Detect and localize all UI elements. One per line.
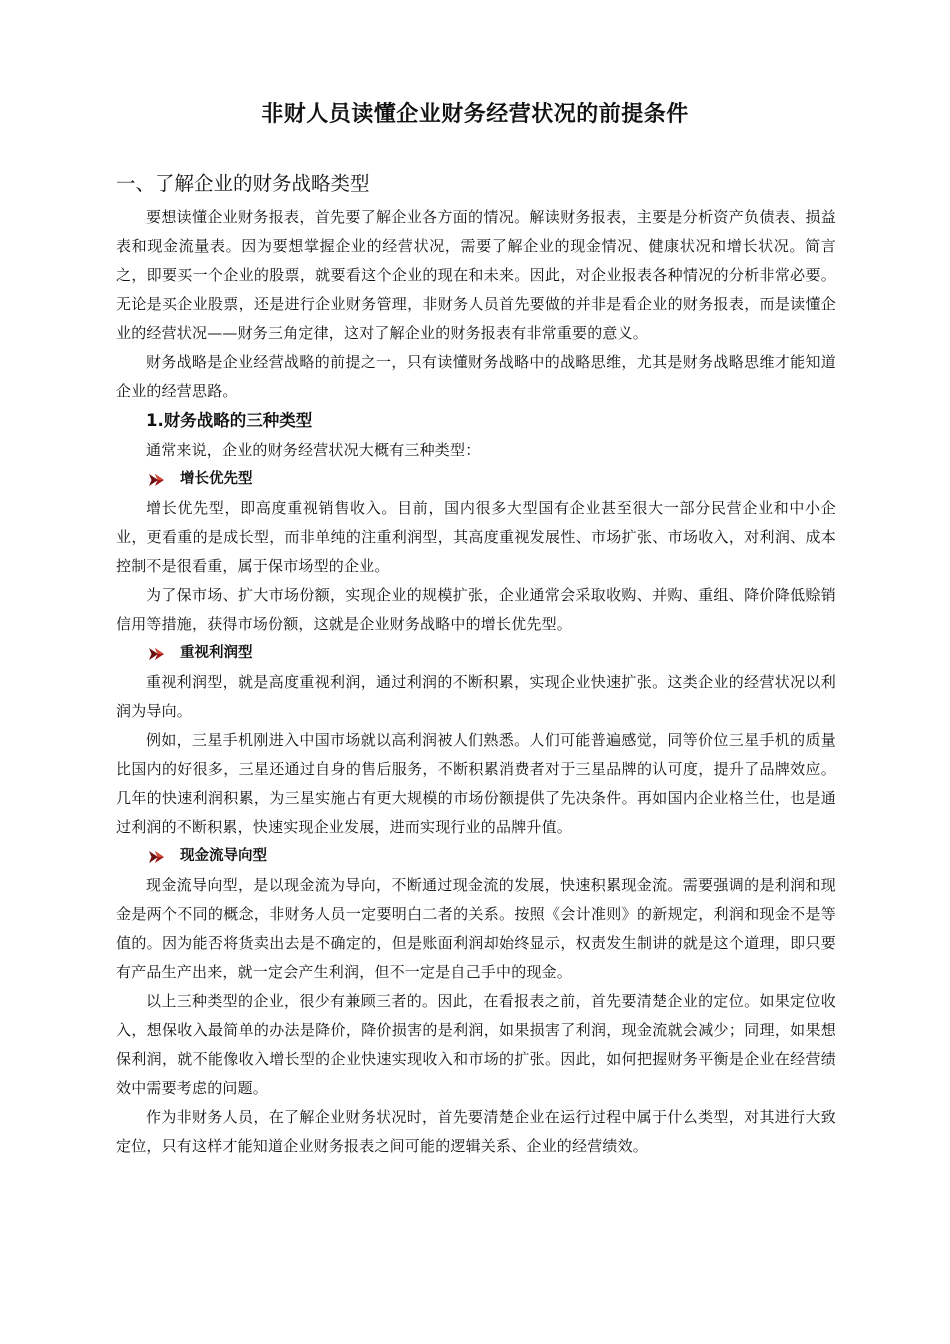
subsection-title: 财务战略的三种类型	[163, 411, 313, 430]
section-heading: 一、了解企业的财务战略类型	[116, 172, 370, 195]
body-paragraph: 例如，三星手机刚进入中国市场就以高利润被人们熟悉。人们可能普遍感觉，同等价位三星手机的质量比国内的好很多，三星还通过自身的售后服务，不断积累消费者对于三星品牌的认可度，提升了品牌效应。几年的快速利润积累，为三星实施占有更大规模的市场份额提供了先决条件。再如国内企业格兰仕，也是通过利润的不断积累，快速实现企业发展，进而实现行业的品牌升值。	[116, 731, 836, 836]
type-heading-cashflow	[116, 842, 836, 871]
subsection-number: 1.	[146, 411, 164, 430]
type-heading-profit	[116, 639, 836, 668]
body-paragraph: 为了保市场、扩大市场份额，实现企业的规模扩张，企业通常会采取收购、并购、重组、降价降低赊销信用等措施，获得市场份额，这就是企业财务战略中的增长优先型。	[116, 586, 836, 633]
body-paragraph: 以上三种类型的企业，很少有兼顾三者的。因此，在看报表之前，首先要清楚企业的定位。如果定位收入，想保收入最简单的办法是降价，降价损害的是利润，如果损害了利润，现金流就会减少；同理，如果想保利润，就不能像收入增长型的企业快速实现收入和市场的扩张。因此，如何把握财务平衡是企业在经营绩效中需要考虑的问题。	[116, 992, 836, 1097]
body-paragraph: 要想读懂企业财务报表，首先要了解企业各方面的情况。解读财务报表，主要是分析资产负债表、损益表和现金流量表。因为要想掌握企业的经营状况，需要了解企业的现金情况、健康状况和增长状况。简言之，即要买一个企业的股票，就要看这个企业的现在和未来。因此，对企业报表各种情况的分析非常必要。无论是买企业股票，还是进行企业财务管理，非财务人员首先要做的并非是看企业的财务报表，而是读懂企业的经营状况——财务三角定律，这对了解企业的财务报表有非常重要的意义。	[116, 208, 836, 342]
arrow-bullet-icon	[146, 850, 166, 864]
body-paragraph: 财务战略是企业经营战略的前提之一，只有读懂财务战略中的战略思维，尤其是财务战略思维才能知道企业的经营思路。	[116, 353, 836, 400]
page-title: 非财人员读懂企业财务经营状况的前提条件	[261, 102, 689, 127]
document-body	[116, 170, 836, 1161]
type-heading-label: 重视利润型	[180, 645, 253, 661]
type-heading-label: 现金流导向型	[180, 848, 267, 864]
arrow-bullet-icon	[146, 647, 166, 661]
type-heading-label: 增长优先型	[180, 471, 253, 487]
body-paragraph: 现金流导向型，是以现金流为导向，不断通过现金流的发展，快速积累现金流。需要强调的是利润和现金是两个不同的概念，非财务人员一定要明白二者的关系。按照《会计准则》的新规定，利润和现金不是等值的。因为能否将货卖出去是不确定的，但是账面利润却始终显示，权责发生制讲的就是这个道理，即只要有产品生产出来，就一定会产生利润，但不一定是自己手中的现金。	[116, 876, 836, 981]
arrow-bullet-icon	[146, 473, 166, 487]
type-heading-growth	[116, 465, 836, 494]
subsection-heading	[116, 406, 836, 436]
body-paragraph: 增长优先型，即高度重视销售收入。目前，国内很多大型国有企业甚至很大一部分民营企业和中小企业，更看重的是成长型，而非单纯的注重利润型，其高度重视发展性、市场扩张、市场收入，对利润、成本控制不是很看重，属于保市场型的企业。	[116, 499, 836, 575]
body-paragraph: 通常来说，企业的财务经营状况大概有三种类型：	[146, 441, 481, 459]
body-paragraph: 重视利润型，就是高度重视利润，通过利润的不断积累，实现企业快速扩张。这类企业的经营状况以利润为导向。	[116, 673, 836, 720]
body-paragraph: 作为非财务人员，在了解企业财务状况时，首先要清楚企业在运行过程中属于什么类型，对其进行大致定位，只有这样才能知道企业财务报表之间可能的逻辑关系、企业的经营绩效。	[116, 1108, 836, 1155]
